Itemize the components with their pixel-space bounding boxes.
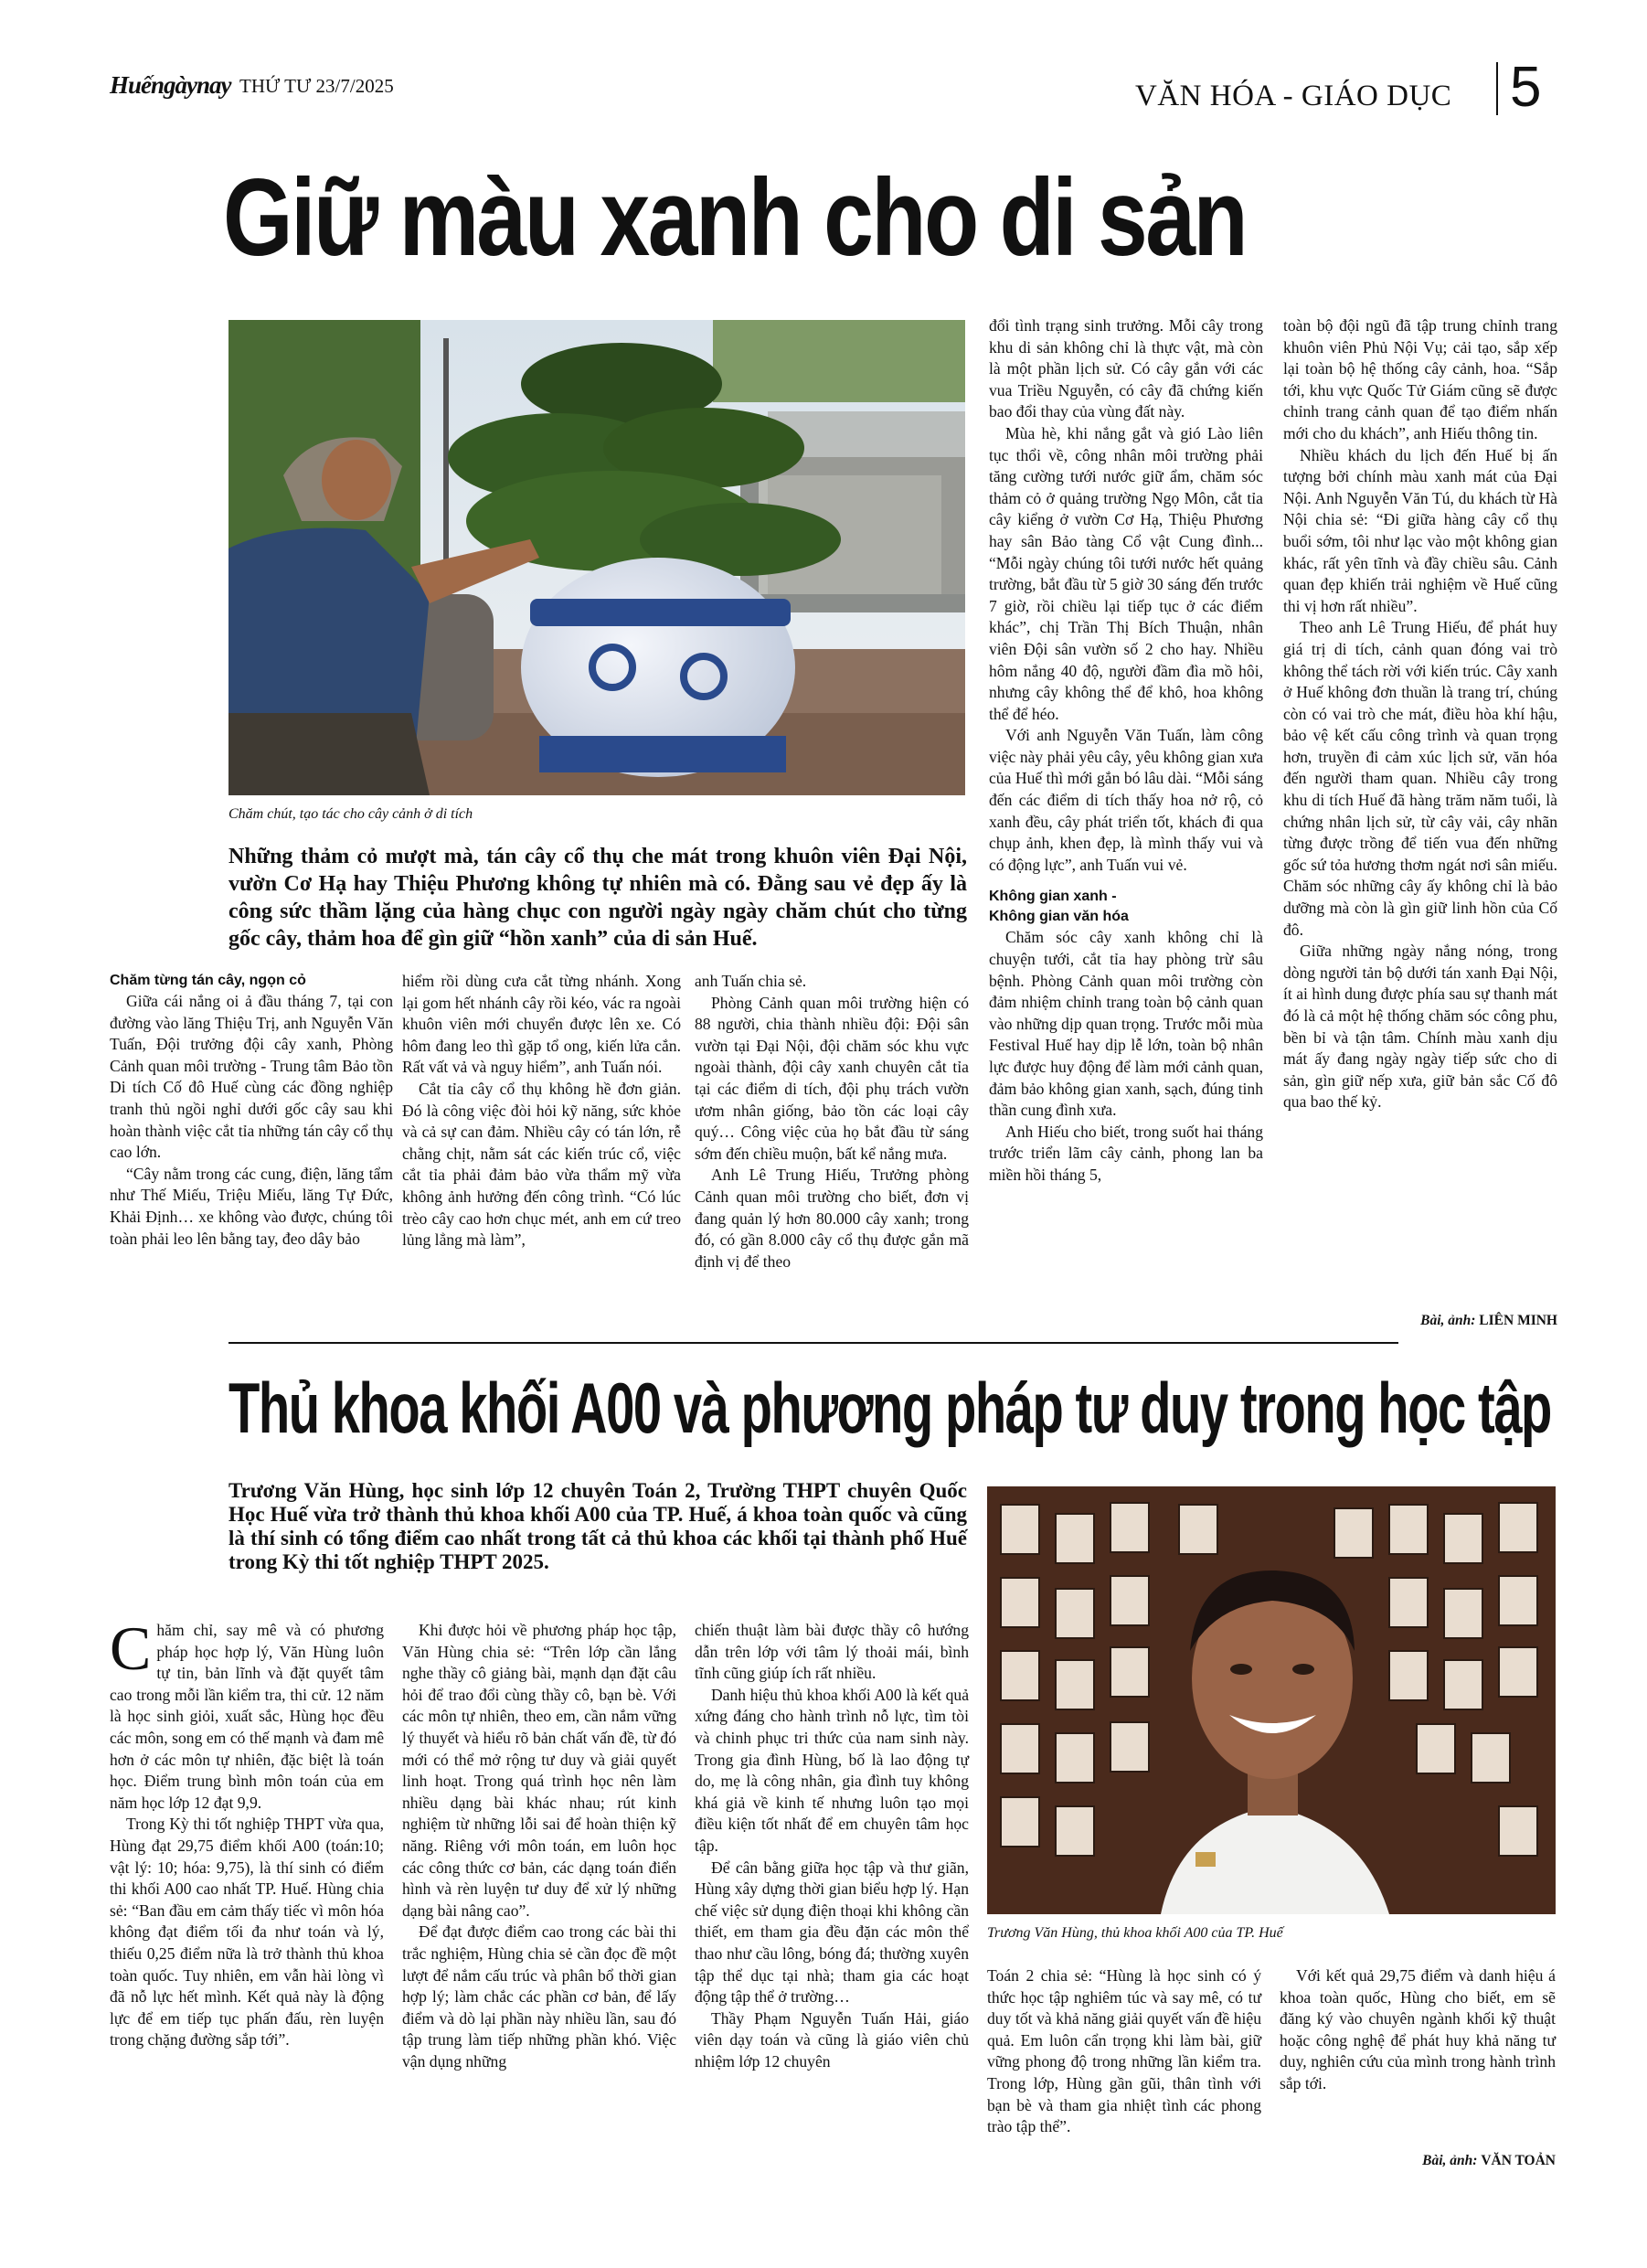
masthead-logo: Huếngàynay bbox=[110, 71, 231, 99]
article1-subhead-2b: Không gian văn hóa bbox=[989, 909, 1129, 925]
article2-paragraph: Với kết quả 29,75 điểm và danh hiệu á khoa toàn quốc, Hùng cho biết, em sẽ đăng ký vào chuyên ngành khối kỹ thuật hoặc công nghệ để phát huy khả năng tư duy, nghiên cứu của mình trong hành trình sắp tới. bbox=[1280, 1966, 1556, 2092]
article1-paragraph: Nhiều khách du lịch đến Huế bị ấn tượng bởi chính màu xanh mát của Đại Nội. Anh Nguyễn Văn Tú, du khách từ Hà Nội chia sẻ: “Đi giữa hàng cây cổ thụ buổi sớm, tôi như lạc vào một không gian khác, rất yên tĩnh và đầy chiều sâu. Cảnh quan đẹp khiến trải nghiệm về Huế cũng thi vị hơn rất nhiều”. bbox=[1283, 445, 1557, 615]
masthead-divider bbox=[1496, 62, 1498, 115]
article1-paragraph: Cắt tỉa cây cổ thụ không hề đơn giản. Đó là công việc đòi hỏi kỹ năng, sức khỏe và cả sự can đảm. Nhiều cây có tán lớn, rễ chằng chịt, nằm sát các kiến trúc cổ, việc cắt tỉa phải đảm bảo vừa thẩm mỹ vừa không ảnh hưởng đến công trình. “Có lúc trèo cây cao hơn chục mét, anh em cứ treo lủng lẳng mà làm”, bbox=[402, 1079, 681, 1250]
article2-col-2 bbox=[402, 1620, 676, 2223]
article1-paragraph: Anh Hiếu cho biết, trong suốt hai tháng trước triển lãm cây cảnh, phong lan ba miền hồi tháng 5, bbox=[989, 1122, 1263, 1184]
article2-lede: Trương Văn Hùng, học sinh lớp 12 chuyên Toán 2, Trường THPT chuyên Quốc Học Huế vừa trở thành thủ khoa khối A00 của TP. Huế, á khoa toàn quốc và cũng là thí sinh có tổng điểm cao nhất trong tất cả thủ khoa các khối tại thành phố Huế trong Kỳ thi tốt nghiệp THPT 2025. bbox=[228, 1479, 967, 1573]
article-divider bbox=[228, 1342, 1398, 1344]
article2-paragraph: Để đạt được điểm cao trong các bài thi trắc nghiệm, Hùng chia sẻ cần đọc đề một lượt để nắm cấu trúc và phân bổ thời gian hợp lý; làm chắc các phần cơ bản, để lấy điểm và dò lại phần này nhiều lần, sau đó tập trung làm tiếp những phần khó. Việc vận dụng những bbox=[402, 1922, 676, 2071]
article1-col-top-1 bbox=[989, 315, 1263, 1184]
article1-paragraph: Chăm sóc cây xanh không chỉ là chuyện tưới, cắt tỉa hay phòng trừ sâu bệnh. Phòng Cảnh quan môi trường còn đảm nhiệm chỉnh trang toàn bộ cảnh quan vào những dịp quan trọng. Trước mỗi mùa Festival Huế hay dịp lễ lớn, toàn bộ nhân lực được huy động để làm mới cảnh quan, đảm bảo không gian xanh, sạch, đúng tinh thần cung đình xưa. bbox=[989, 928, 1263, 1120]
article2-byline-name: VĂN TOẢN bbox=[1481, 2153, 1556, 2168]
article1-byline-prefix: Bài, ảnh: bbox=[1420, 1313, 1476, 1328]
article1-col-bottom-1 bbox=[110, 971, 393, 1336]
page-number: 5 bbox=[1510, 56, 1542, 119]
article2-photo-caption: Trương Văn Hùng, thủ khoa khối A00 của TP. Huế bbox=[987, 1925, 1283, 1941]
article2-paragraph: Trong Kỳ thi tốt nghiệp THPT vừa qua, Hùng đạt 29,75 điểm khối A00 (toán:10; vật lý: 10; hóa: 9,75), là thí sinh có điểm thi khối A00 cao nhất TP. Huế. Hùng chia sẻ: “Ban đầu em cảm thấy tiếc vì môn hóa không đạt điểm tối đa như toán và lý, thiếu 0,25 điểm nữa là trở thành thủ khoa toàn quốc. Tuy nhiên, em vẫn hài lòng vì đã nỗ lực hết mình. Kết quả này là động lực để em tiếp tục phấn đấu, rèn luyện trong chặng đường sắp tới”. bbox=[110, 1815, 384, 2050]
article1-paragraph: Giữa cái nắng oi ả đầu tháng 7, tại con đường vào lăng Thiệu Trị, anh Nguyễn Văn Tuấn, Đội trưởng đội cây xanh, Phòng Cảnh quan môi trường - Trung tâm Bảo tồn Di tích Cố đô Huế cùng các đồng nghiệp tranh thủ ngồi nghỉ dưới gốc cây sau khi hoàn thành việc cắt tỉa những tán cây cổ thụ cao lớn. bbox=[110, 992, 393, 1162]
article2-paragraph: chiến thuật làm bài được thầy cô hướng dẫn trên lớp với tâm lý thoải mái, bình tĩnh cũng giúp ích rất nhiều. bbox=[695, 1621, 969, 1683]
article1-paragraph: Anh Lê Trung Hiếu, Trưởng phòng Cảnh quan môi trường cho biết, đơn vị đang quản lý hơn 80.000 cây xanh; trong đó, có gần 8.000 cây cổ thụ được gắn mã định vị để theo bbox=[695, 1166, 969, 1271]
article1-paragraph: Theo anh Lê Trung Hiếu, để phát huy giá trị di tích, cảnh quan đóng vai trò không thể tách rời với kiến trúc. Cây xanh ở Huế không đơn thuần là trang trí, chúng còn có vai trò che mát, điều hòa khí hậu, bảo vệ kết cấu công trình và quan trọng hơn, truyền đi cảm xúc lịch sử, văn hóa đến người tham quan. Nhiều cây trong khu di tích Huế đã hàng trăm năm tuổi, là chứng nhân lịch sử, từ cây vải, cây nhãn từng được trồng để tiến vua đến những gốc sứ tỏa hương thơm ngát nơi sân miếu. Chăm sóc những cây ấy không chỉ là bảo dưỡng mà còn là gìn giữ linh hồn của Cố đô. bbox=[1283, 618, 1557, 939]
article2-paragraph: Thầy Phạm Nguyễn Tuấn Hải, giáo viên dạy toán và cũng là giáo viên chủ nhiệm lớp 12 chuyên bbox=[695, 2008, 969, 2071]
article1-subhead-1: Chăm từng tán cây, ngọn cỏ bbox=[110, 973, 306, 988]
article2-paragraph-1 bbox=[110, 1613, 384, 1814]
student-photo-illustration bbox=[987, 1486, 1556, 1914]
article2-col-1 bbox=[110, 1613, 384, 2223]
article2-photo bbox=[987, 1486, 1556, 1914]
drop-cap: C bbox=[110, 1613, 152, 1683]
issue-date: THỨ TƯ 23/7/2025 bbox=[239, 75, 394, 97]
article1-paragraph: “Cây nằm trong các cung, điện, lăng tẩm như Thế Miếu, Triệu Miếu, lăng Tự Đức, Khải Định… xe không vào được, chúng tôi toàn phải leo lên bằng tay, đeo dây bảo bbox=[110, 1164, 393, 1248]
article1-paragraph: Mùa hè, khi nắng gắt và gió Lào liên tục thổi về, công nhân môi trường phải tăng cường tưới nước giữ ẩm, chăm sóc thảm cỏ ở quảng trường Ngọ Môn, cắt tỉa cây kiểng ở vườn Cơ Hạ, Thiệu Phương hay sân Bảo tàng Cổ vật Cung đình... “Mỗi ngày chúng tôi tưới nước hết quảng trường, bắt đầu từ 5 giờ 30 sáng đến trước 7 giờ, rồi chiều lại tiếp tục ở các điểm khác”, chị Trần Thị Bích Thuận, nhân viên Đội sân vườn số 2 cho hay. Nhiều hôm nắng 40 độ, người đầm đìa mồ hôi, nhưng cây không thể để khô, hoa không thể để héo. bbox=[989, 423, 1263, 723]
article1-headline: Giữ màu xanh cho di sản bbox=[223, 156, 1247, 279]
article2-paragraph-1-text: hăm chỉ, say mê và có phương pháp học hợp lý, Văn Hùng luôn tự tin, bản lĩnh và đặt quyết tâm cao trong mỗi lần kiểm tra, thi cử. 12 năm là học sinh giỏi, xuất sắc, Hùng học đều các môn, song em có thế mạnh và đam mê hơn ở các môn tự nhiên, đặc biệt là toán học. Điểm trung bình môn toán của em năm học lớp 12 đạt 9,9. bbox=[110, 1621, 384, 1812]
article1-photo bbox=[228, 320, 965, 795]
article1-paragraph: toàn bộ đội ngũ đã tập trung chỉnh trang khuôn viên Phủ Nội Vụ; cải tạo, sắp xếp lại toàn bộ hệ thống cây cảnh, hoa. “Sắp tới, khu vực Quốc Tử Giám cũng sẽ được chỉnh trang cảnh quan để tạo điểm nhấn mới cho du khách”, anh Hiếu thông tin. bbox=[1283, 316, 1557, 442]
article1-col-bottom-2 bbox=[402, 971, 681, 1336]
article1-paragraph: anh Tuấn chia sẻ. bbox=[695, 972, 807, 990]
section-title: VĂN HÓA - GIÁO DỤC bbox=[1135, 80, 1452, 112]
article2-col-5 bbox=[1280, 1965, 1556, 2148]
article2-paragraph: Danh hiệu thủ khoa khối A00 là kết quả xứng đáng cho hành trình nỗ lực, tìm tòi và chinh phục tri thức của nam sinh này. Trong gia đình Hùng, bố là lao động tự do, mẹ là công nhân, gia đình tuy không khá giả về kinh tế nhưng luôn tạo mọi điều kiện tốt nhất để em chuyên tâm học tập. bbox=[695, 1685, 969, 1855]
article2-paragraph: Để cân bằng giữa học tập và thư giãn, Hùng xây dựng thời gian biểu hợp lý. Hạn chế việc sử dụng điện thoại khi không cần thiết, em tham gia đều đặn các môn thể thao như cầu lông, bóng đá; thường xuyên tập thể dục tại nhà; tham gia các hoạt động tập thể ở trường… bbox=[695, 1858, 969, 2007]
article1-photo-caption: Chăm chút, tạo tác cho cây cảnh ở di tích bbox=[228, 806, 473, 822]
article2-paragraph: Khi được hỏi về phương pháp học tập, Văn Hùng chia sẻ: “Trên lớp cần lắng nghe thầy cô giảng bài, mạnh dạn đặt câu hỏi để trao đổi cùng thầy cô, bạn bè. Với các môn tự nhiên, theo em, cần nắm vững lý thuyết và hiểu rõ bản chất vấn đề, từ đó mới có thể mở rộng tư duy và giải quyết linh hoạt. Trong quá trình học nên làm nhiều dạng bài khác nhau; rút kinh nghiệm từ những lỗi sai để hoàn thiện kỹ năng. Riêng với môn toán, em luôn học các công thức cơ bản, các dạng toán điển hình và rèn luyện tư duy để xử lý những dạng bài nâng cao”. bbox=[402, 1621, 676, 1920]
article2-byline bbox=[1280, 2153, 1556, 2169]
article1-col-top-2 bbox=[1283, 315, 1557, 1284]
article1-byline bbox=[1283, 1313, 1557, 1329]
article2-byline-prefix: Bài, ảnh: bbox=[1422, 2153, 1478, 2168]
article1-paragraph: Giữa những ngày nắng nóng, trong dòng người tản bộ dưới tán xanh Đại Nội, ít ai hình dung được phía sau sự thanh mát đó là cả một hệ thống chăm sóc công phu, bền bỉ và tận tâm. Chính màu xanh dịu mát ấy đang ngày ngày tiếp sức cho di sản, gìn giữ nếp xưa, giữ bản sắc Cố đô qua bao thế kỷ. bbox=[1283, 942, 1557, 1112]
article2-col-3 bbox=[695, 1620, 969, 2223]
article1-byline-name: LIÊN MINH bbox=[1479, 1313, 1557, 1328]
article1-col-bottom-3 bbox=[695, 971, 969, 1336]
article1-paragraph: hiểm rồi dùng cưa cắt từng nhánh. Xong lại gom hết nhánh cây rồi kéo, vác ra ngoài khuôn viên mới chuyển được lên xe. Có hôm đang leo thì gặp tổ ong, kiến lửa cắn. Rất vất vả và nguy hiểm”, anh Tuấn nói. bbox=[402, 972, 681, 1077]
masthead bbox=[0, 0, 1647, 119]
bonsai-photo-illustration bbox=[228, 320, 965, 795]
article1-subhead-2a: Không gian xanh - bbox=[989, 889, 1117, 905]
article1-paragraph: Phòng Cảnh quan môi trường hiện có 88 người, chia thành nhiều đội: Đội sân vườn tại Đại Nội, đội chăm sóc khu vực ngoài thành, đội cây xanh chuyên cắt tỉa tại các điểm di tích, đội phụ trách vườn ươm nhân giống, bảo tồn các loại cây quý… Công việc của họ bắt đầu từ sáng sớm đến chiều muộn, bất kể nắng mưa. bbox=[695, 993, 969, 1163]
article1-lede: Những thảm cỏ mượt mà, tán cây cổ thụ che mát trong khuôn viên Đại Nội, vườn Cơ Hạ hay Thiệu Phương không tự nhiên mà có. Đằng sau vẻ đẹp ấy là công sức thầm lặng của hàng chục con người ngày ngày chăm chút cho từng gốc cây, thảm hoa để gìn giữ “hồn xanh” của di sản Huế. bbox=[228, 845, 967, 951]
article2-headline: Thủ khoa khối A00 và phương pháp tư duy trong học tập bbox=[228, 1368, 1551, 1448]
article2-paragraph: Toán 2 chia sẻ: “Hùng là học sinh có ý thức học tập nghiêm túc và say mê, có tư duy tốt và khả năng giải quyết vấn đề hiệu quả. Em luôn cẩn trọng khi làm bài, giữ vững phong độ trong những lần kiểm tra. Trong lớp, Hùng gần gũi, thân tình với bạn bè và tham gia nhiệt tình các phong trào tập thể”. bbox=[987, 1966, 1261, 2136]
article1-paragraph: đổi tình trạng sinh trưởng. Mỗi cây trong khu di sản không chỉ là thực vật, mà còn là một phần lịch sử. Có cây gắn với các vua Triều Nguyễn, có cây đã chứng kiến bao đổi thay của vùng đất này. bbox=[989, 316, 1263, 421]
article1-paragraph: Với anh Nguyễn Văn Tuấn, làm công việc này phải yêu cây, yêu không gian xưa của Huế thì mới gắn bó lâu dài. “Mỗi sáng đến các điểm di tích thấy hoa nở rộ, cỏ xanh đều, cây phát triển tốt, khách đi qua chụp ảnh, khen đẹp, là mình thấy vui và có động lực”, anh Tuấn vui vẻ. bbox=[989, 726, 1263, 874]
article2-col-4 bbox=[987, 1965, 1261, 2231]
